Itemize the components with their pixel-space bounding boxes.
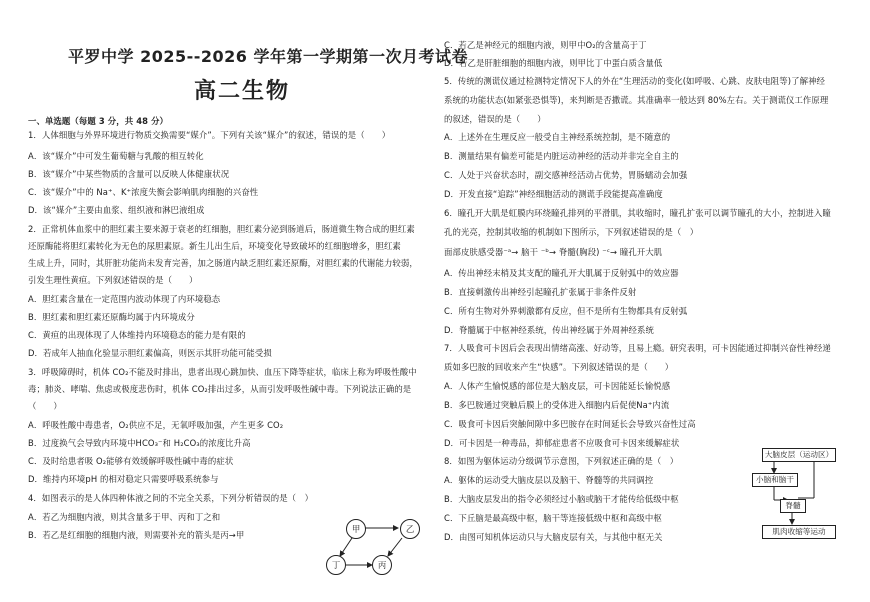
question-line: D．若乙是肝脏细胞的细胞内液，则甲比丁中蛋白质含量低 [444, 58, 663, 68]
question-line: D．维持内环境pH 的相对稳定只需要呼吸系统参与 [28, 474, 219, 484]
question-line: D．由图可知机体运动只与大脑皮层有关，与其他中枢无关 [444, 532, 663, 542]
question-line: B．胆红素和胆红素还原酶均属于内环境成分 [28, 312, 195, 322]
question-line: A．躯体的运动受大脑皮层以及脑干、脊髓等的共同调控 [444, 475, 654, 485]
question-line: C．吸食可卡因后突触间隙中多巴胺存在时间延长会导致兴奋性过高 [444, 419, 696, 429]
question-line: A．传出神经末梢及其支配的瞳孔开大肌属于反射弧中的效应器 [444, 268, 679, 278]
question-line: B．多巴胺通过突触后膜上的受体进入细胞内后促使Na⁺内流 [444, 400, 670, 410]
question-line: B．该“媒介”中某些物质的含量可以反映人体健康状况 [28, 169, 230, 179]
question-line: 2．正常机体血浆中的胆红素主要来源于衰老的红细胞，胆红素分泌到肠道后，肠道微生物合成的胆红素 [28, 224, 415, 234]
question-line: （ ） [28, 401, 62, 411]
question-line: 生成上升，同时，其肝脏功能尚未发育完善，加之肠道内缺乏胆红素还原酶，对胆红素的代谢能力较弱， [28, 258, 418, 268]
question-line: D．开发直接“追踪”神经细胞活动的测谎手段能提高准确度 [444, 189, 663, 199]
question-line: B．测量结果有偏差可能是内脏运动神经的活动并非完全自主的 [444, 151, 679, 161]
question-line: A．呼吸性酸中毒患者，O₂供应不足，无氧呼吸加强，产生更多 CO₂ [28, 420, 284, 430]
exam-subtitle: 高二生物 [194, 79, 291, 104]
question-line: C．及时给患者吸 O₂能够有效缓解呼吸性碱中毒的症状 [28, 456, 234, 466]
question-line: 5．传统的测谎仪通过检测特定情况下人的外在“生理活动的变化(如呼吸、心跳、皮肤电阻等)了解神经 [444, 76, 826, 86]
question-line: 引发生理性黄疸。下列叙述错误的是（ ） [28, 275, 198, 285]
question-line: 8．如图为躯体运动分级调节示意图，下列叙述正确的是（ ） [444, 456, 679, 466]
question-line: C．若乙是神经元的细胞内液，则甲中O₂的含量高于丁 [444, 40, 647, 50]
question-line: 4．如图表示的是人体四种体液之间的不完全关系，下列分析错误的是（ ） [28, 493, 314, 503]
question-line: 毒；肺炎、哮喘、焦虑或极度悲伤时，机体 CO₂排出过多，从而引发呼吸性碱中毒。下列说法正确的是 [28, 384, 412, 394]
question-line: C．黄疸的出现体现了人体维持内环境稳态的能力是有限的 [28, 330, 246, 340]
question-line: C．人处于兴奋状态时，副交感神经活动占优势，胃肠蠕动会加强 [444, 170, 688, 180]
motor-control-diagram [752, 448, 852, 543]
question-line: B．若乙是红细胞的细胞内液，则需要补充的箭头是丙→甲 [28, 530, 245, 540]
question-line: 孔的光亮，控制其收缩的机制如下图所示，下列叙述错误的是（ ） [444, 227, 699, 237]
question-line: A．该“媒介”中可发生葡萄糖与乳酸的相互转化 [28, 151, 204, 161]
question-line: 面部皮肤感受器⁻ᵃ→ 脑干 ⁻ᵇ→ 脊髓(胸段) ⁻ᶜ→ 瞳孔开大肌 [444, 247, 663, 257]
question-line: 7．人吸食可卡因后会表现出情绪高涨、好动等，且易上瘾。研究表明，可卡因能通过抑制兴奋性神经递 [444, 343, 831, 353]
question-line: 系统的功能状态(如紧张恐惧等)，来判断是否撒谎。其准确率一般达到 80%左右。关于测谎仪工作原理 [444, 95, 829, 105]
muscle-box: 肌肉收缩等运动 [762, 525, 836, 539]
question-line: A．若乙为细胞内液，则其含量多于甲、丙和丁之和 [28, 512, 221, 522]
question-line: B．大脑皮层发出的指令必须经过小脑或脑干才能传给低级中枢 [444, 494, 679, 504]
question-line: D．若成年人抽血化验显示胆红素偏高，则医示其肝功能可能受损 [28, 348, 272, 358]
body-fluid-diagram [316, 518, 426, 578]
exam-title: 平罗中学 2025--2026 学年第一学期第一次月考试卷 [68, 47, 468, 66]
question-line: A．胆红素含量在一定范围内波动体现了内环境稳态 [28, 294, 221, 304]
question-line: B．直接刺激传出神经引起瞳孔扩张属于非条件反射 [444, 287, 637, 297]
question-line: C．下丘脑是最高级中枢，脑干等连接低级中枢和高级中枢 [444, 513, 662, 523]
cortex-box: 大脑皮层（运动区） [762, 448, 836, 462]
question-line: 质如多巴胺的回收来产生“快感”。下列叙述错误的是（ ） [444, 362, 674, 372]
question-line: D．可卡因是一种毒品，抑郁症患者不应吸食可卡因来缓解症状 [444, 438, 680, 448]
question-line: 3．呼吸障碍时，机体 CO₂不能及时排出，患者出现心跳加快、血压下降等症状，临床上称为呼吸性酸中 [28, 367, 417, 377]
question-line: C．所有生物对外界刺激都有反应，但不是所有生物都具有反射弧 [444, 306, 688, 316]
question-line: B．过度换气会导致内环境中HCO₃⁻和 H₂CO₃的浓度比升高 [28, 438, 251, 448]
node-jia: 甲 [346, 519, 366, 539]
question-line: D．脊髓属于中枢神经系统，传出神经属于外周神经系统 [444, 325, 654, 335]
node-yi: 乙 [400, 519, 420, 539]
question-line: 1．人体细胞与外界环境进行物质交换需要“媒介”。下列有关该“媒介”的叙述，错误的是（ ） [28, 130, 391, 140]
question-line: C．该“媒介”中的 Na⁺、K⁺浓度失衡会影响肌肉细胞的兴奋性 [28, 187, 259, 197]
question-line: A．人体产生愉悦感的部位是大脑皮层，可卡因能延长愉悦感 [444, 381, 671, 391]
question-line: 6．瞳孔开大肌是虹膜内环绕瞳孔排列的平滑肌，其收缩时，瞳孔扩张可以调节瞳孔的大小，控制进入瞳 [444, 208, 831, 218]
node-bing: 丙 [372, 555, 392, 575]
question-line: 还原酶能将胆红素转化为无色的尿胆素原。新生儿出生后，环境变化导致破坏的红细胞增多，胆红素 [28, 241, 401, 251]
question-line: 的叙述，错误的是（ ） [444, 114, 546, 124]
spine-box: 脊髓 [780, 499, 806, 513]
question-line: A．上述外在生理反应一般受自主神经系统控制，是不随意的 [444, 132, 671, 142]
section-heading: 一、单选题（每题 3 分，共 48 分） [28, 116, 169, 126]
node-ding: 丁 [326, 555, 346, 575]
cerebellum-box: 小脑和脑干 [752, 473, 798, 487]
question-line: D．该“媒介”主要由血浆、组织液和淋巴液组成 [28, 205, 205, 215]
